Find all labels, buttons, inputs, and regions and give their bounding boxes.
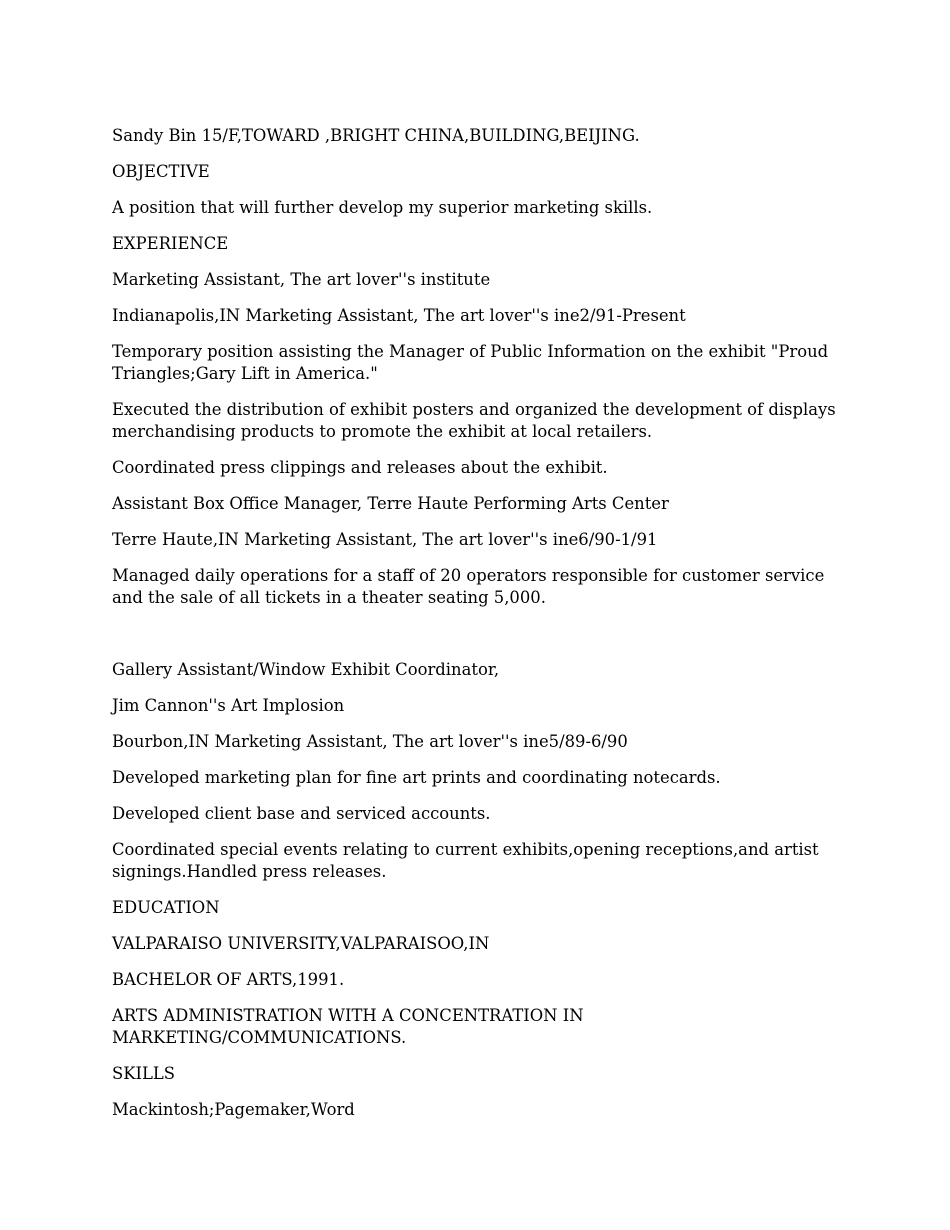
skills-heading: SKILLS [112,1064,175,1083]
job-location-line: Indianapolis,IN Marketing Assistant, The art lover''s ine2/91-Present [112,306,686,325]
job-location-line: Bourbon,IN Marketing Assistant, The art lover''s ine5/89-6/90 [112,732,628,751]
skills-list: Mackintosh;Pagemaker,Word [112,1100,355,1119]
job-detail: Coordinated press clippings and releases about the exhibit. [112,458,608,477]
job-detail: Managed daily operations for a staff of 20 operators responsible for customer service and the sale of all tickets in a theater seating 5,000. [112,566,825,607]
blank-line [112,623,842,645]
experience-heading: EXPERIENCE [112,234,229,253]
job-title: Assistant Box Office Manager, Terre Haute Performing Arts Center [112,494,669,513]
education-major: ARTS ADMINISTRATION WITH A CONCENTRATION IN MARKETING/COMMUNICATIONS. [112,1006,584,1047]
objective-heading: OBJECTIVE [112,162,210,181]
education-heading: EDUCATION [112,898,220,917]
job-title: Marketing Assistant, The art lover''s institute [112,270,491,289]
resume-content [112,125,842,1135]
job-detail: Executed the distribution of exhibit posters and organized the development of displays merchandising products to promote the exhibit at local retailers. [112,400,836,441]
job-detail: Developed marketing plan for fine art prints and coordinating notecards. [112,768,721,787]
job-detail: Coordinated special events relating to current exhibits,opening receptions,and artist signings.Handled press releases. [112,840,819,881]
job-detail: Temporary position assisting the Manager of Public Information on the exhibit "Proud Triangles;Gary Lift in America." [112,342,829,383]
objective-text: A position that will further develop my superior marketing skills. [112,198,653,217]
education-school: VALPARAISO UNIVERSITY,VALPARAISOO,IN [112,934,490,953]
job-detail: Developed client base and serviced accounts. [112,804,491,823]
header-contact: Sandy Bin 15/F,TOWARD ,BRIGHT CHINA,BUILDING,BEIJING. [112,126,640,145]
job-title: Gallery Assistant/Window Exhibit Coordinator, [112,660,500,679]
job-employer: Jim Cannon''s Art Implosion [112,696,345,715]
job-location-line: Terre Haute,IN Marketing Assistant, The art lover''s ine6/90-1/91 [112,530,658,549]
education-degree: BACHELOR OF ARTS,1991. [112,970,345,989]
